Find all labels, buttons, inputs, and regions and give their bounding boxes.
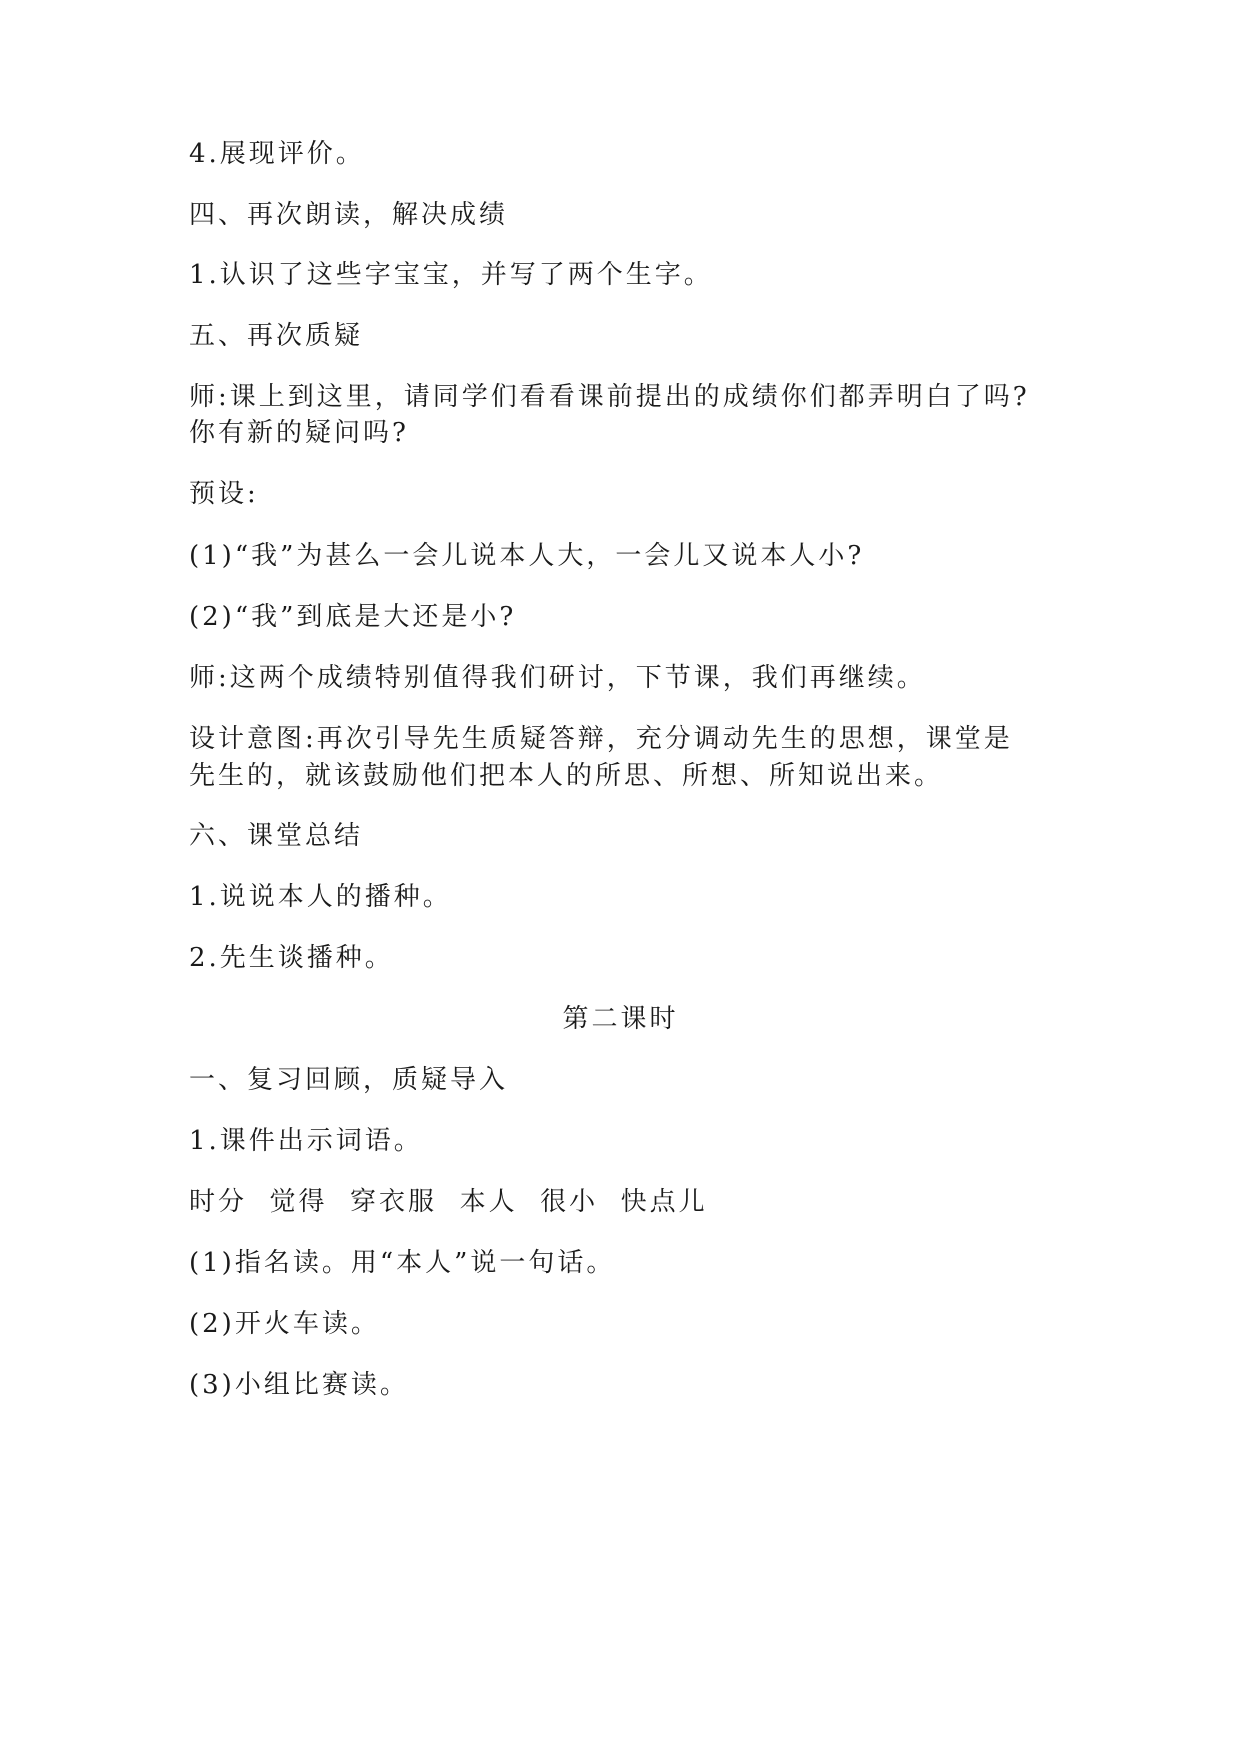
teacher-question-line-1: 师:课上到这里，请同学们看看课前提出的成绩你们都弄明白了吗?: [189, 382, 1030, 412]
section-heading-summary: 六、课堂总结: [189, 821, 364, 851]
design-intent-line-1: 设计意图:再次引导先生质疑答辩，充分调动先生的思想，课堂是: [189, 724, 1013, 754]
section-heading-reread: 四、再次朗读，解决成绩: [189, 200, 509, 230]
preset-label: 预设:: [189, 479, 259, 509]
teacher-remark: 师:这两个成绩特别值得我们研讨，下节课，我们再继续。: [189, 663, 926, 693]
list-item-recognize-characters: 1.认识了这些字宝宝，并写了两个生字。: [189, 260, 713, 290]
section-heading-question-again: 五、再次质疑: [189, 321, 364, 351]
reading-step-3: (3)小组比赛读。: [189, 1370, 409, 1400]
summary-item-1: 1.说说本人的播种。: [189, 882, 452, 912]
list-item-show-evaluation: 4.展现评价。: [189, 139, 365, 169]
design-intent-line-2: 先生的，就该鼓励他们把本人的所思、所想、所知说出来。: [189, 761, 944, 791]
summary-item-2: 2.先生谈播种。: [189, 943, 394, 973]
lesson-title-second-period: 第二课时: [562, 1004, 679, 1034]
preset-item-1: (1)“我”为甚么一会儿说本人大，一会儿又说本人小?: [189, 541, 865, 571]
reading-step-1: (1)指名读。用“本人”说一句话。: [189, 1248, 616, 1278]
teacher-question-line-2: 你有新的疑问吗?: [189, 418, 409, 448]
reading-step-2: (2)开火车读。: [189, 1309, 380, 1339]
preset-item-2: (2)“我”到底是大还是小?: [189, 602, 517, 632]
review-item-1: 1.课件出示词语。: [189, 1126, 423, 1156]
section-heading-review: 一、复习回顾，质疑导入: [189, 1065, 509, 1095]
vocabulary-words: 时分 觉得 穿衣服 本人 很小 快点儿: [189, 1187, 708, 1217]
